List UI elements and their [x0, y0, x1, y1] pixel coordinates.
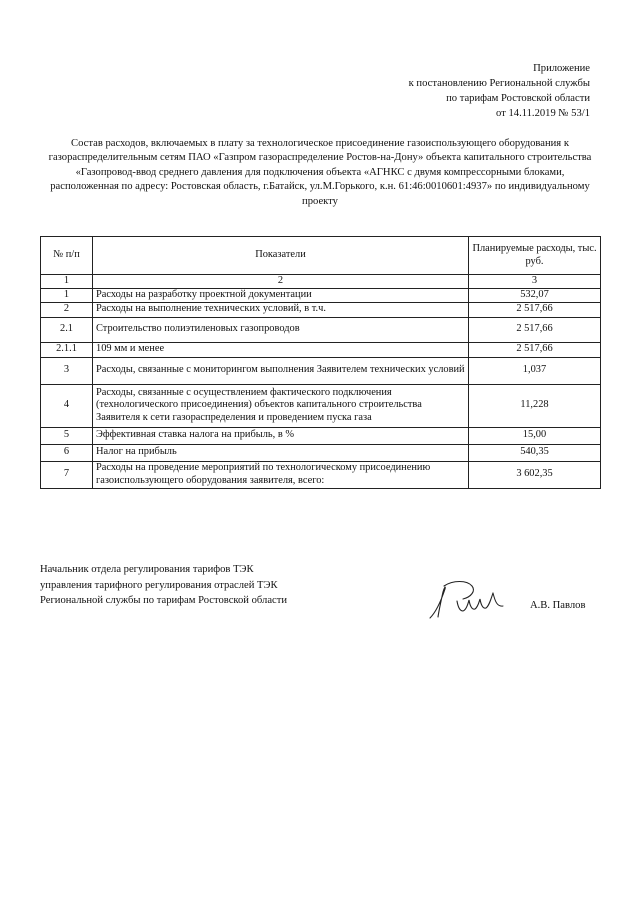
signatory-line-3: Региональной службы по тарифам Ростовской области [40, 595, 288, 606]
row-name: Расходы, связанные с осуществлением фактического подключения (технологического присоединения) объектов капитального строительства Заявителя к сети газораспределения и проведением пуска газа [93, 384, 469, 427]
table-header-row [41, 237, 601, 275]
row-value: 15,00 [469, 427, 601, 444]
row-name: Расходы на выполнение технических условий, в т.ч. [93, 302, 469, 317]
row-num: 2.1 [41, 317, 93, 342]
row-num: 1 [41, 288, 93, 302]
table-row [41, 288, 601, 302]
index-cell: 1 [41, 275, 93, 289]
row-value: 2 517,66 [469, 342, 601, 357]
row-num: 7 [41, 461, 93, 488]
signatory-line-2: управления тарифного регулирования отраслей ТЭК [40, 579, 278, 591]
table-row [41, 302, 601, 317]
header-num: № п/п [41, 237, 93, 275]
header-value: Планируемые расходы, тыс. руб. [469, 237, 601, 275]
table-row [41, 342, 601, 357]
row-name: Расходы на проведение мероприятий по технологическому присоединению газоиспользующего оборудования заявителя, всего: [93, 461, 469, 488]
row-value: 2 517,66 [469, 302, 601, 317]
row-name: Расходы, связанные с мониторингом выполнения Заявителем технических условий [93, 357, 469, 384]
row-value: 1,037 [469, 357, 601, 384]
row-num: 4 [41, 384, 93, 427]
appendix-line-4: от 14.11.2019 № 53/1 [496, 108, 590, 119]
row-num: 3 [41, 357, 93, 384]
row-num: 5 [41, 427, 93, 444]
signatory-position [40, 562, 360, 609]
row-num: 2 [41, 302, 93, 317]
table-row [41, 461, 601, 488]
index-cell: 2 [93, 275, 469, 289]
document-title: Состав расходов, включаемых в плату за технологическое присоединение газоиспользующего оборудования к газораспределительным сетям ПАО «Газпром газораспределение Ростов-на-Дону» объекта капитального строительства «Газопровод-ввод среднего давления для подключения объекта «АГНКС с двумя компрессорными блоками, расположенная по адресу: Ростовская область, г.Батайск, ул.М.Горького, к.н. 61:46:0010601:4937» по индивидуальному проекту [48, 138, 592, 207]
row-value: 540,35 [469, 444, 601, 461]
signatory-line-1: Начальник отдела регулирования тарифов ТЭК [40, 564, 254, 575]
row-num: 2.1.1 [41, 342, 93, 357]
row-value: 2 517,66 [469, 317, 601, 342]
costs-table [40, 236, 601, 489]
index-cell: 3 [469, 275, 601, 289]
row-value: 11,228 [469, 384, 601, 427]
table-row [41, 444, 601, 461]
row-name: Налог на прибыль [93, 444, 469, 461]
row-name: Расходы на разработку проектной документации [93, 288, 469, 302]
table-row [41, 427, 601, 444]
row-name: Строительство полиэтиленовых газопроводов [93, 317, 469, 342]
appendix-line-3: по тарифам Ростовской области [446, 93, 590, 104]
signatory-name: А.В. Павлов [530, 600, 586, 611]
table-row [41, 317, 601, 342]
table-row [41, 384, 601, 427]
table-index-row [41, 275, 601, 289]
handwritten-signature [427, 577, 509, 623]
row-name: 109 мм и менее [93, 342, 469, 357]
appendix-line-1: Приложение [533, 63, 590, 74]
row-name: Эффективная ставка налога на прибыль, в % [93, 427, 469, 444]
table-row [41, 357, 601, 384]
header-name: Показатели [93, 237, 469, 275]
row-value: 3 602,35 [469, 461, 601, 488]
row-value: 532,07 [469, 288, 601, 302]
row-num: 6 [41, 444, 93, 461]
appendix-block [290, 61, 590, 121]
appendix-line-2: к постановлению Региональной службы [408, 78, 590, 89]
